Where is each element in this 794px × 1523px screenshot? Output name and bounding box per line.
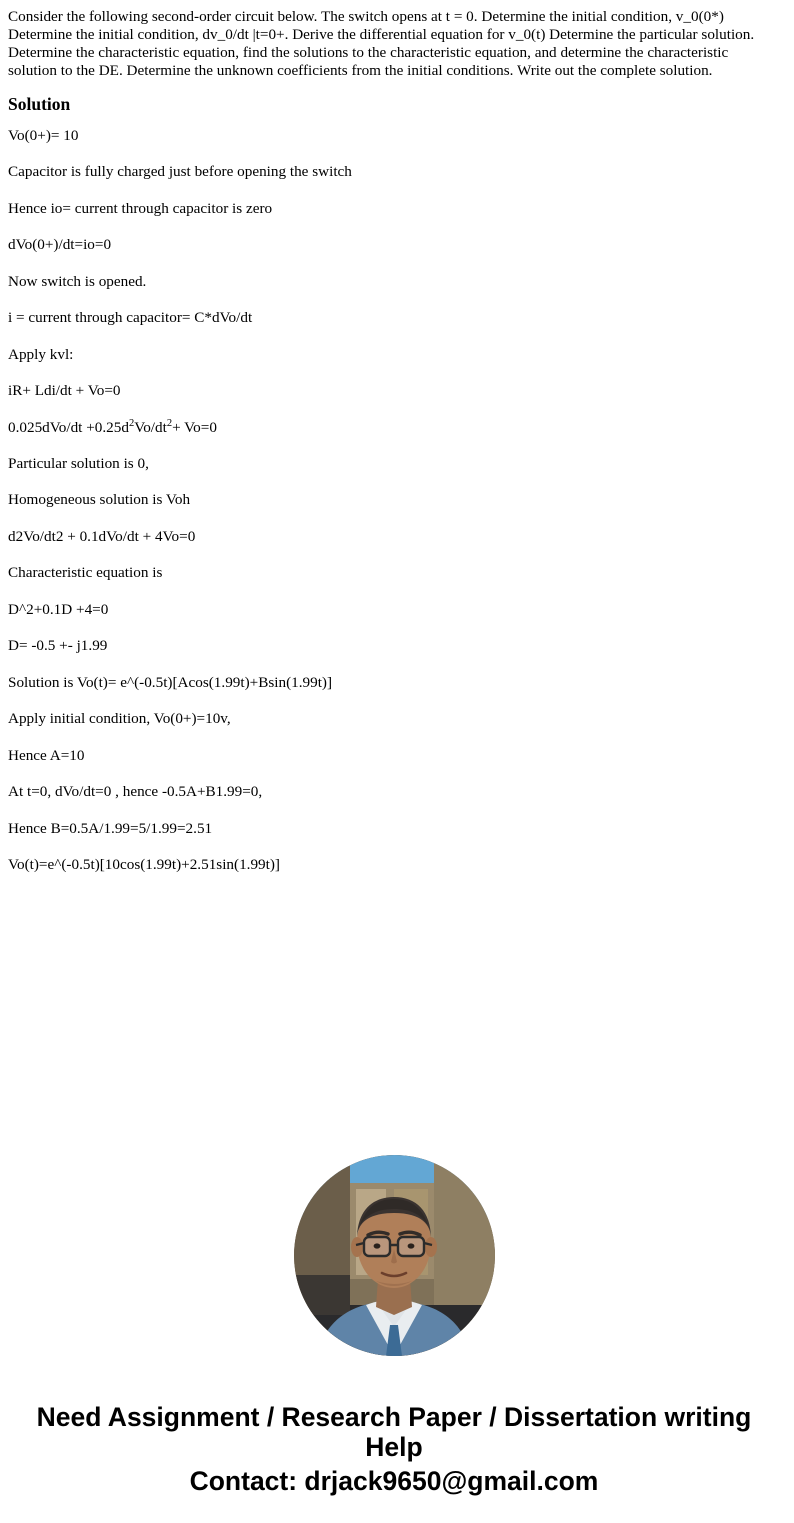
solution-step: D= -0.5 +- j1.99 bbox=[8, 637, 108, 655]
solution-step: Particular solution is 0, bbox=[8, 454, 149, 472]
equation-part-3: + Vo=0 bbox=[172, 418, 217, 436]
solution-step: Vo(0+)= 10 bbox=[8, 126, 79, 144]
avatar-container bbox=[8, 1155, 780, 1356]
solution-step: dVo(0+)/dt=io=0 bbox=[8, 236, 112, 254]
footer-contact: Contact: drjack9650@gmail.com bbox=[189, 1466, 599, 1496]
solution-step: Homogeneous solution is Voh bbox=[8, 491, 191, 509]
footer-promo bbox=[8, 1402, 780, 1497]
solution-step: Hence B=0.5A/1.99=5/1.99=2.51 bbox=[8, 819, 213, 837]
solution-step: d2Vo/dt2 + 0.1dVo/dt + 4Vo=0 bbox=[8, 527, 196, 545]
solution-step: Characteristic equation is bbox=[8, 564, 163, 582]
equation-superscript-1: 2 bbox=[128, 417, 135, 429]
solution-step: Apply initial condition, Vo(0+)=10v, bbox=[8, 710, 231, 728]
equation-superscript-2: 2 bbox=[166, 417, 173, 429]
equation-part-2: Vo/dt bbox=[134, 418, 167, 436]
solution-step: Apply kvl: bbox=[8, 345, 74, 363]
solution-step-equation bbox=[8, 419, 780, 436]
footer-headline: Need Assignment / Research Paper / Dissertation writing Help bbox=[36, 1401, 752, 1462]
solution-step: i = current through capacitor= C*dVo/dt bbox=[8, 309, 253, 327]
avatar bbox=[294, 1155, 495, 1356]
solution-step: D^2+0.1D +4=0 bbox=[8, 600, 109, 618]
solution-step: iR+ Ldi/dt + Vo=0 bbox=[8, 382, 121, 400]
equation-part-1: 0.025dVo/dt +0.25d bbox=[8, 418, 129, 436]
solution-step: Hence io= current through capacitor is zero bbox=[8, 199, 273, 217]
problem-statement: Consider the following second-order circuit below. The switch opens at t = 0. Determine the initial condition, v_0(0*) Determine the initial condition, dv_0/dt |t=0+. Derive the differential equation for v_0(t) Determine the particular solution. Determine the characteristic equation, find the solutions to the characteristic equation, and determine the characteristic solution to the DE. Determine the unknown coefficients from the initial conditions. Write out the complete solution. bbox=[8, 8, 755, 79]
solution-steps bbox=[8, 127, 780, 874]
solution-step: Hence A=10 bbox=[8, 746, 85, 764]
solution-step: At t=0, dVo/dt=0 , hence -0.5A+B1.99=0, bbox=[8, 783, 263, 801]
solution-step: Vo(t)=e^(-0.5t)[10cos(1.99t)+2.51sin(1.99t)] bbox=[8, 856, 280, 874]
page-title: Solution bbox=[8, 93, 71, 114]
solution-step: Capacitor is fully charged just before opening the switch bbox=[8, 163, 352, 181]
solution-step: Solution is Vo(t)= e^(-0.5t)[Acos(1.99t)+Bsin(1.99t)] bbox=[8, 673, 333, 691]
solution-step: Now switch is opened. bbox=[8, 272, 147, 290]
